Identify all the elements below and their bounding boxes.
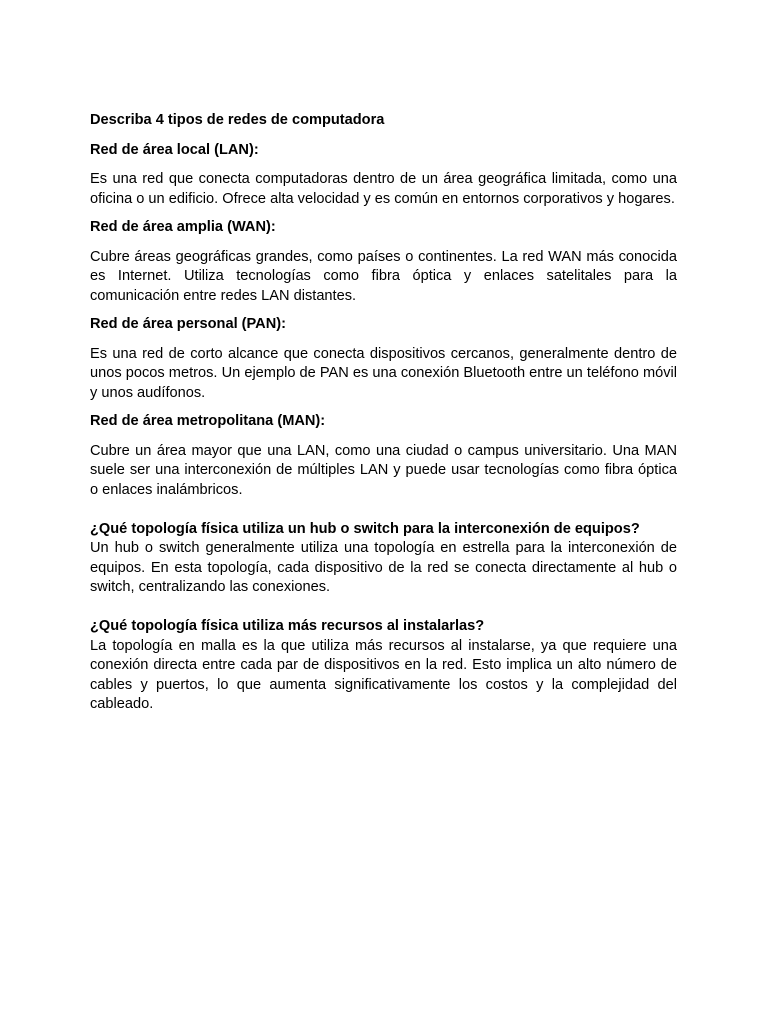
question-resources: ¿Qué topología física utiliza más recursos al instalarlas? — [90, 618, 485, 634]
section-heading-lan: Red de área local (LAN): — [90, 141, 259, 158]
section-body-wan: Cubre áreas geográficas grandes, como países o continentes. La red WAN más conocida es Internet. Utiliza tecnologías como fibra óptica y enlaces satelitales para la comunicación entre redes LAN distantes. — [90, 248, 677, 304]
section-heading-wan: Red de área amplia (WAN): — [90, 219, 276, 235]
document-page — [90, 111, 677, 715]
answer-hub-switch: Un hub o switch generalmente utiliza una topología en estrella para la interconexión de equipos. En esta topología, cada dispositivo de la red se conecta directamente al hub o switch, centralizando las conexiones. — [90, 540, 677, 595]
document-title: Describa 4 tipos de redes de computadora — [90, 112, 385, 128]
answer-resources: La topología en malla es la que utiliza más recursos al instalarse, ya que requiere una conexión directa entre cada par de dispositivos en la red. Esto implica un alto número de cables y puertos, lo que aumenta significativamente los costos y la complejidad del cableado. — [90, 637, 677, 712]
section-body-man: Cubre un área mayor que una LAN, como una ciudad o campus universitario. Una MAN suele ser una interconexión de múltiples LAN y puede usar tecnologías como fibra óptica o enlaces inalámbricos. — [90, 442, 677, 498]
section-body-pan: Es una red de corto alcance que conecta dispositivos cercanos, generalmente dentro de unos pocos metros. Un ejemplo de PAN es una conexión Bluetooth entre un teléfono móvil y unos audífonos. — [90, 345, 677, 401]
section-body-lan: Es una red que conecta computadoras dentro de un área geográfica limitada, como una oficina o un edificio. Ofrece alta velocidad y es común en entornos corporativos y hogares. — [90, 171, 677, 207]
question-hub-switch: ¿Qué topología física utiliza un hub o switch para la interconexión de equipos? — [90, 520, 640, 537]
section-heading-pan: Red de área personal (PAN): — [90, 316, 286, 332]
section-heading-man: Red de área metropolitana (MAN): — [90, 413, 326, 429]
